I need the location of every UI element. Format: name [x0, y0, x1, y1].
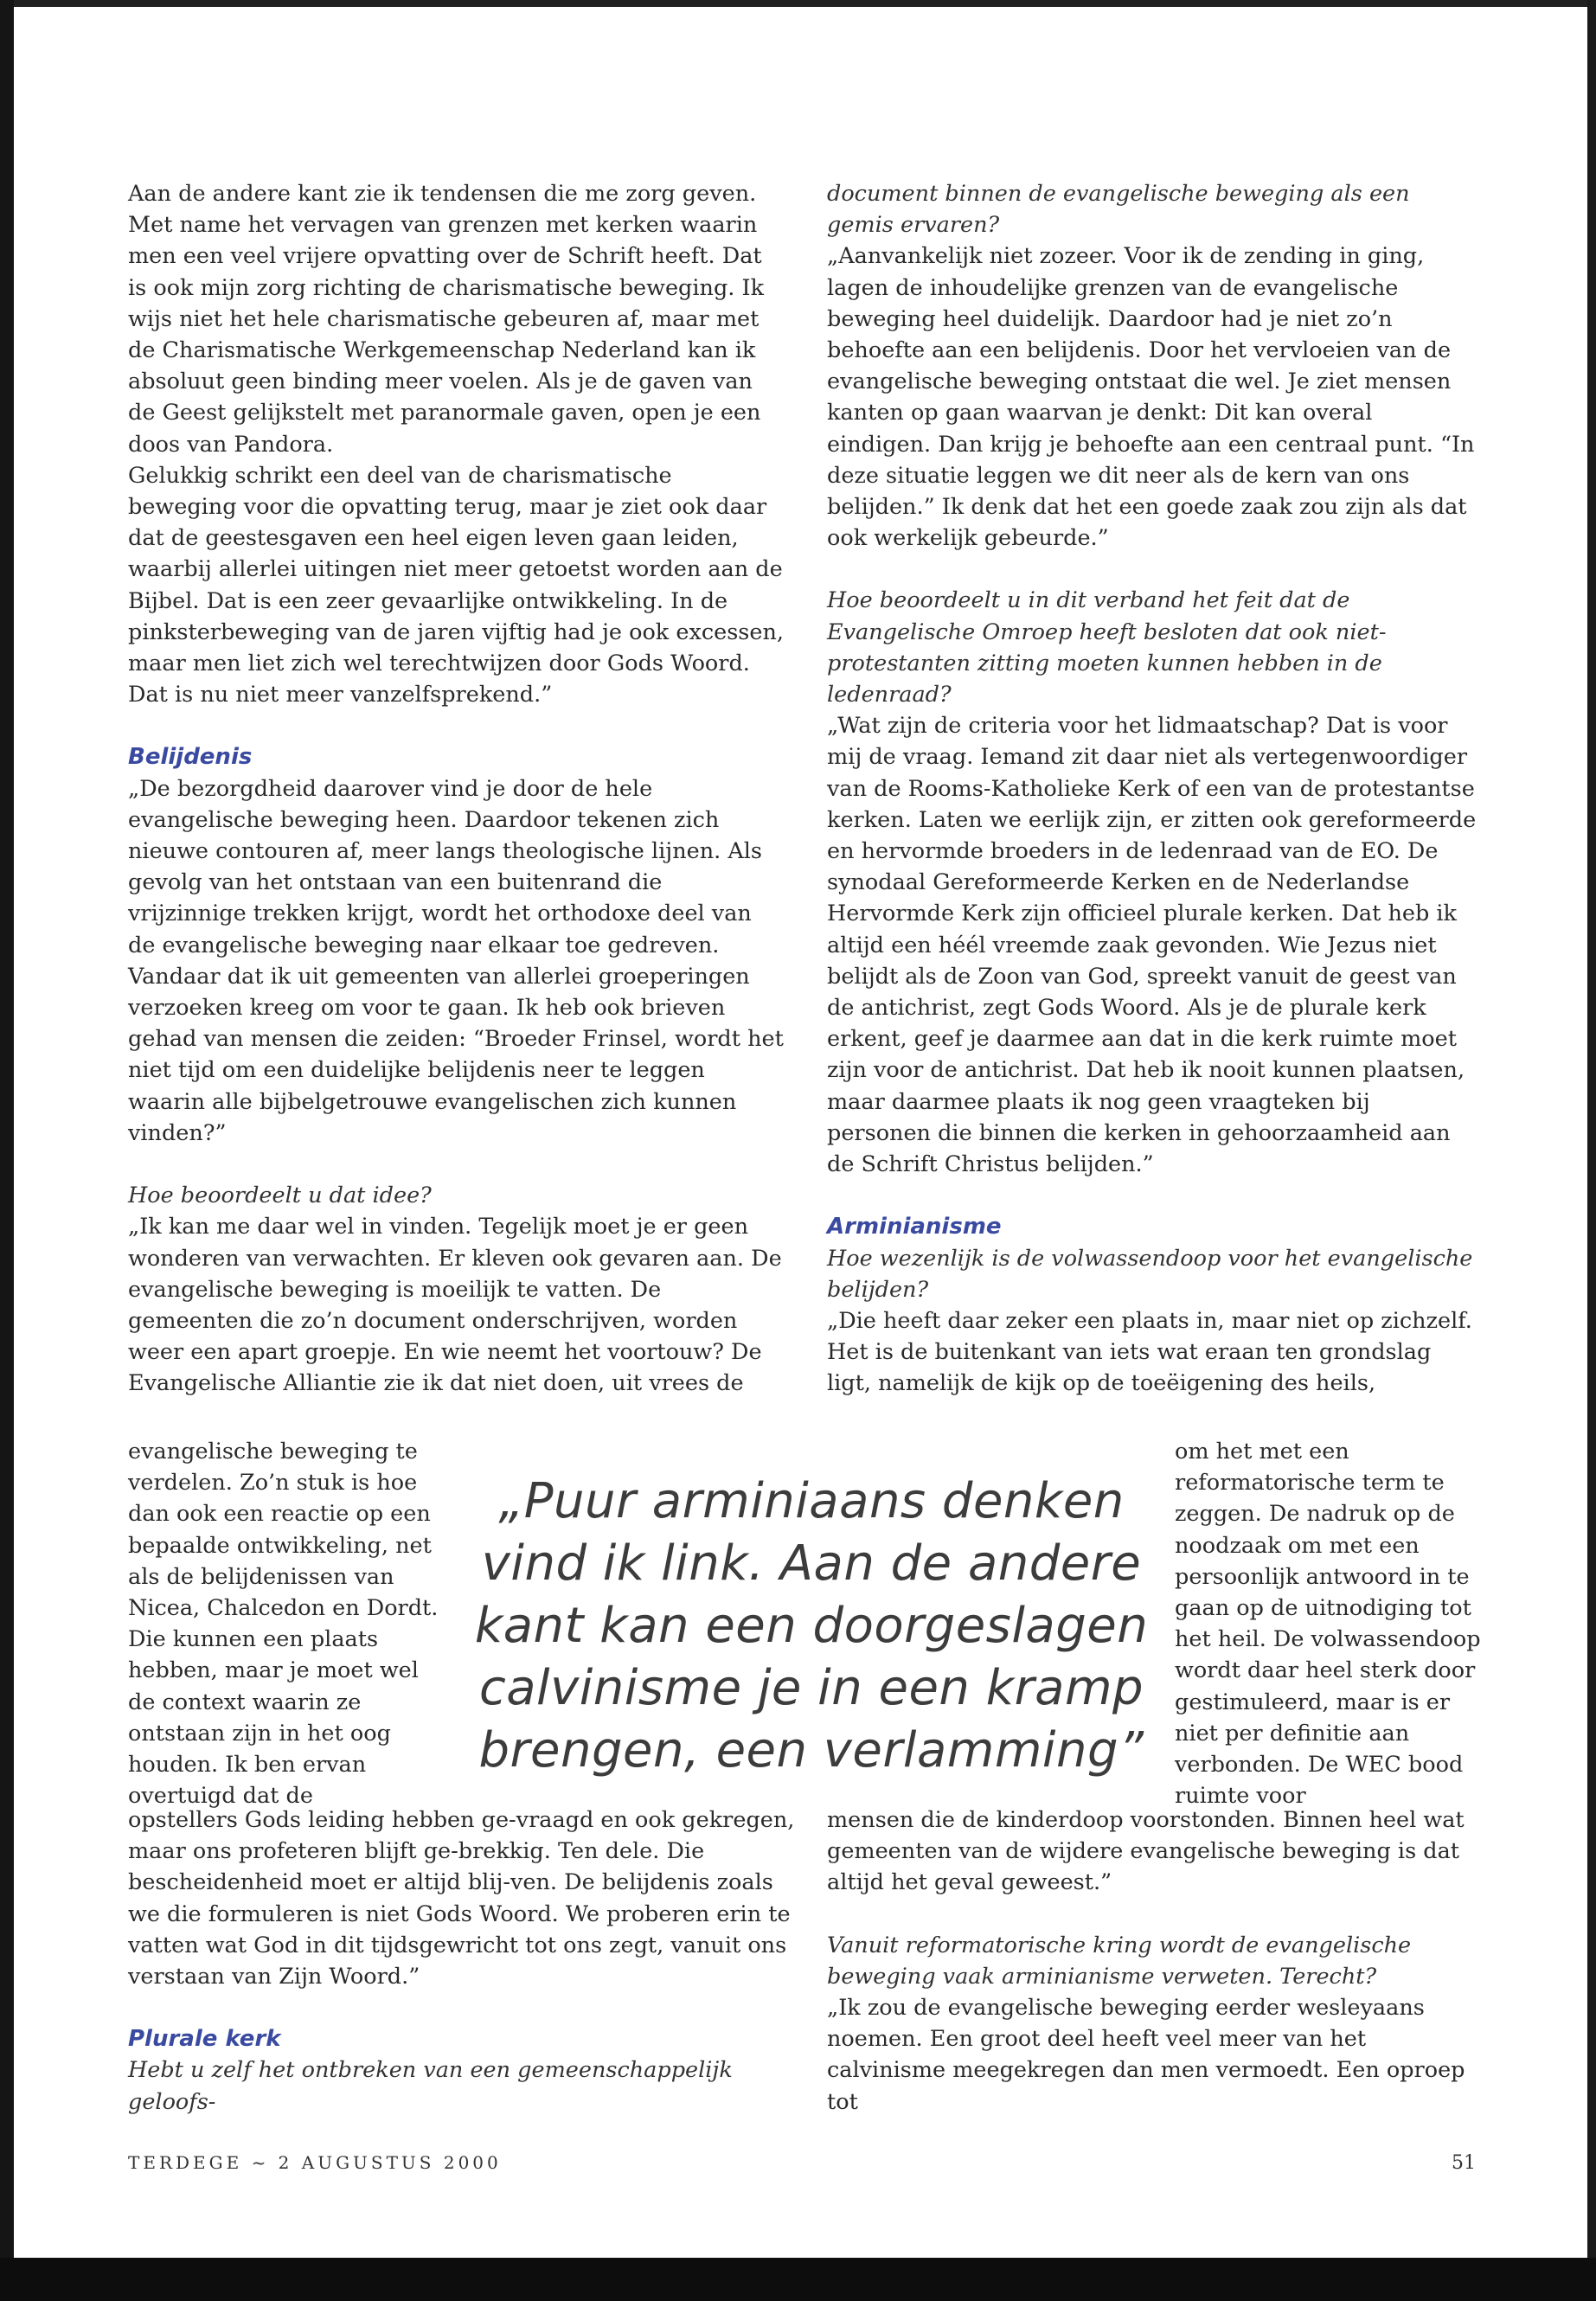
section-heading-belijdenis: Belijdenis [128, 744, 253, 771]
paragraph: Aan de andere kant zie ik tendensen die me zorg geven. Met name het vervagen van grenzen met kerken waarin men een veel vrijere opvatting over de Schrift heeft. Dat is ook mijn zorg richting de charismatische beweging. Ik wijs niet het hele charismatische gebeuren af, maar met de Charismatische Werkgemeenschap Nederland kan ik absoluut geen binding meer voelen. Als je de gaven van de Geest gelijkstelt met paranormale gaven, open je een doos van Pandora. [128, 181, 765, 458]
left-wrap-text [128, 1436, 439, 1811]
interview-question: document binnen de evangelische beweging als een gemis ervaren? [827, 181, 1410, 239]
interview-question: Hoe beoordeelt u in dit verband het feit dat de Evangelische Omroep heeft besloten dat ook niet-protestanten zitting moeten kunnen hebben in de ledenraad? [827, 587, 1387, 708]
right-column [827, 178, 1480, 1400]
paragraph: „De bezorgdheid daarover vind je door de hele evangelische beweging heen. Daardoor tekenen zich nieuwe contouren af, meer langs theologische lijnen. Als gevolg van het ontstaan van een buitenrand die vrijzinnige trekken krijgt, wordt het orthodoxe deel van de evangelische beweging naar elkaar toe gedreven. Vandaar dat ik uit gemeenten van allerlei groeperingen verzoeken kreeg om voor te gaan. Ik heb ook brieven gehad van mensen die zeiden: “Broeder Frinsel, wordt het niet tijd om een duidelijke belijdenis neer te leggen waarin alle bijbelgetrouwe evangelischen zich kunnen vinden?” [128, 775, 784, 1146]
pull-quote-line: „Puur arminiaans denken [498, 1473, 1125, 1529]
left-column-lower [128, 1804, 803, 2118]
scan-edge-top [0, 0, 1596, 7]
paragraph: Gelukkig schrikt een deel van de charismatische beweging voor die opvatting terug, maar je ziet ook daar dat de geestesgaven een heel eigen leven gaan leiden, waarbij allerlei uitingen niet meer getoetst worden aan de Bijbel. Dat is een zeer gevaarlijke ontwikkeling. In de pinksterbeweging van de jaren vijftig had je ook excessen, maar men liet zich wel terechtwijzen door Gods Woord. Dat is nu niet meer vanzelfsprekend.” [128, 462, 785, 708]
section-heading-arminianisme: Arminianisme [827, 1214, 1002, 1240]
scan-edge-bottom [0, 2258, 1596, 2301]
left-column [128, 178, 785, 1400]
pull-quote-line: brengen, een verlamming” [478, 1722, 1144, 1779]
paragraph: „Ik zou de evangelische beweging eerder wesleyaans noemen. Een groot deel heeft veel meer van het calvinisme meegekregen dan men vermoedt. Een oproep tot [827, 1995, 1465, 2115]
pull-quote-line: calvinisme je in een kramp [478, 1660, 1144, 1716]
scan-edge-left [0, 0, 14, 2301]
interview-question: Vanuit reformatorische kring wordt de evangelische beweging vaak arminianisme verweten. Terecht? [827, 1932, 1412, 1990]
paragraph: evangelische beweging te verdelen. Zo’n stuk is hoe dan ook een reactie op een bepaalde ontwikkeling, net als de belijdenissen van Nicea, Chalcedon en Dordt. Die kunnen een plaats hebben, maar je moet wel de context waarin ze ontstaan zijn in het oog houden. Ik ben ervan overtuigd dat de [128, 1439, 439, 1810]
page-number: 51 [1452, 2152, 1476, 2174]
paragraph: opstellers Gods leiding hebben ge-vraagd en ook gekregen, maar ons profeteren blijft ge-brekkig. Ten dele. Die bescheidenheid moet er altijd blij-ven. De belijdenis zoals we die formuleren is niet Gods Woord. We proberen erin te vatten wat God in dit tijdsgewricht tot ons zegt, vanuit ons verstaan van Zijn Woord.” [128, 1807, 795, 1990]
right-column-lower [827, 1804, 1480, 2118]
interview-question: Hoe wezenlijk is de volwassendoop voor het evangelische belijden? [827, 1245, 1473, 1303]
paragraph: om het met een reformatorische term te zeggen. De nadruk op de noodzaak om met een persoonlijk antwoord in te gaan op de uitnodiging tot het heil. De volwassendoop wordt daar heel sterk door gestimuleerd, maar is er niet per definitie aan verbonden. De WEC bood ruimte voor [1175, 1439, 1481, 1810]
interview-question: Hoe beoordeelt u dat idee? [128, 1183, 432, 1209]
paragraph: „Die heeft daar zeker een plaats in, maar niet op zichzelf. Het is de buitenkant van iets wat eraan ten grondslag ligt, namelijk de kijk op de toeëigening des heils, [827, 1307, 1472, 1397]
paragraph: „Ik kan me daar wel in vinden. Tegelijk moet je er geen wonderen van verwachten. Er kleven ook gevaren aan. De evangelische beweging is moeilijk te vatten. De gemeenten die zo’n document onderschrijven, worden weer een apart groepje. En wie neemt het voortouw? De Evangelische Alliantie zie ik dat niet doen, uit vrees de [128, 1214, 782, 1397]
right-wrap-text [1175, 1436, 1482, 1811]
pull-quote-line: kant kan een doorgeslagen [474, 1598, 1149, 1654]
interview-question: Hebt u zelf het ontbreken van een gemeenschappelijk geloofs- [128, 2057, 733, 2115]
section-heading-plurale-kerk: Plurale kerk [128, 2026, 281, 2053]
paragraph: mensen die de kinderdoop voorstonden. Binnen heel wat gemeenten van de wijdere evangelische beweging is dat altijd het geval geweest.” [827, 1807, 1465, 1896]
pull-quote-line: vind ik link. Aan de andere [481, 1535, 1142, 1592]
pull-quote [465, 1471, 1157, 1782]
paragraph: „Wat zijn de criteria voor het lidmaatschap? Dat is voor mij de vraag. Iemand zit daar niet als vertegenwoordiger van de Rooms-Katholieke Kerk of een van de protestantse kerken. Laten we eerlijk zijn, er zitten ook gereformeerde en hervormde broeders in de ledenraad van de EO. De synodaal Gereformeerde Kerken en de Nederlandse Hervormde Kerk zijn officieel plurale kerken. Dat heb ik altijd een héél vreemde zaak gevonden. Wie Jezus niet belijdt als de Zoon van God, spreekt vanuit de geest van de antichrist, zegt Gods Woord. Als je de plurale kerk erkent, geef je daarmee aan dat in die kerk ruimte moet zijn voor de antichrist. Dat heb ik nooit kunnen plaatsen, maar daarmee plaats ik nog geen vraagteken bij personen die binnen die kerken in gehoorzaamheid aan de Schrift Christus belijden.” [827, 713, 1477, 1178]
scan-edge-right [1587, 0, 1596, 2301]
paragraph: „Aanvankelijk niet zozeer. Voor ik de zending in ging, lagen de inhoudelijke grenzen van de evangelische beweging heel duidelijk. Daardoor had je niet zo’n behoefte aan een belijdenis. Door het vervloeien van de evangelische beweging ontstaat die wel. Je ziet mensen kanten op gaan waarvan je denkt: Dit kan overal eindigen. Dan krijg je behoefte aan een centraal punt. “In deze situatie leggen we dit neer als de kern van ons belijden.” Ik denk dat het een goede zaak zou zijn als dat ook werkelijk gebeurde.” [827, 243, 1475, 552]
footer-publication: TERDEGE ~ 2 AUGUSTUS 2000 [128, 2152, 502, 2173]
